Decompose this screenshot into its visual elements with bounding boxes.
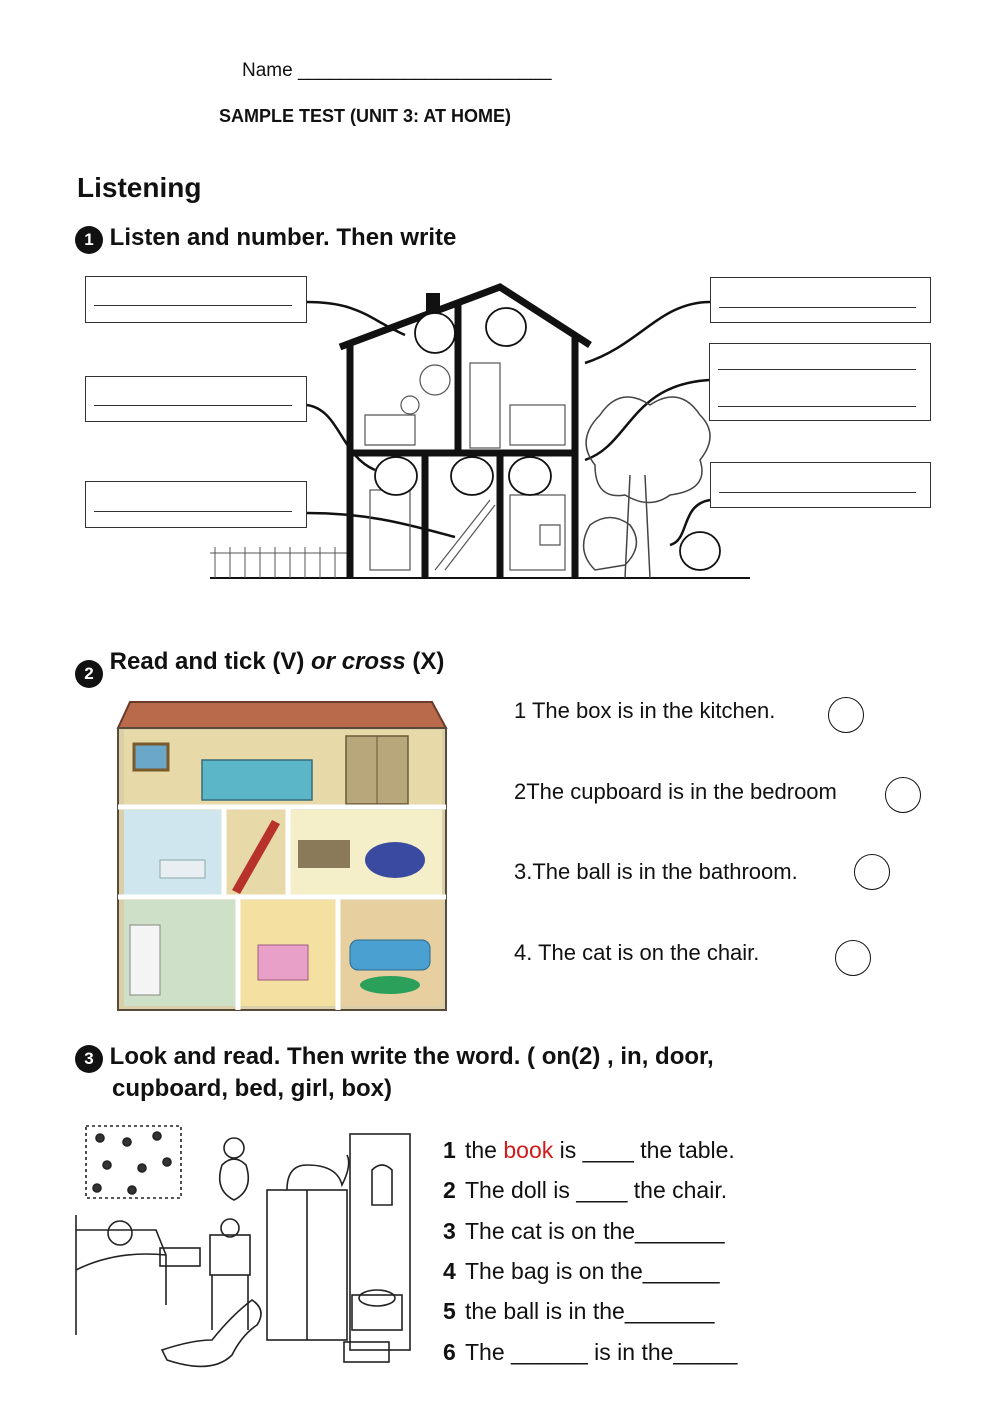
page-title: SAMPLE TEST (UNIT 3: AT HOME) — [219, 106, 511, 126]
statement-4: 4. The cat is on the chair. — [514, 940, 760, 965]
question-3-instruction-line1: Look and read. Then write the word. ( on(2) , in, door, — [109, 1043, 714, 1070]
q3-sentence-5: 5 the ball is in the_______ — [443, 1298, 715, 1324]
tick-circle-1[interactable] — [828, 697, 864, 733]
question-1-number: 1 — [75, 226, 103, 254]
q3-sentence-4: 4 The bag is on the______ — [443, 1258, 720, 1284]
question-3-instruction-line2: cupboard, bed, girl, box) — [112, 1075, 393, 1102]
statement-3: 3.The ball is in the bathroom. — [514, 859, 798, 884]
question-3-heading — [75, 1041, 975, 1073]
tick-circle-4[interactable] — [835, 940, 871, 976]
house-cross-section-illustration — [200, 275, 760, 585]
q3-sentence-6: 6 The ______ is in the_____ — [443, 1339, 738, 1365]
bedroom-line-illustration — [72, 1120, 412, 1372]
highlighted-word-book: book — [503, 1137, 554, 1163]
q3-sentence-2: 2 The doll is ____ the chair. — [443, 1177, 728, 1203]
question-2-number: 2 — [75, 660, 103, 688]
tick-circle-3[interactable] — [854, 854, 890, 890]
question-1-instruction: Listen and number. Then write — [109, 224, 457, 251]
section-title-listening: Listening — [77, 172, 202, 203]
colored-house-illustration — [110, 700, 450, 1015]
question-2-instruction: Read and tick (V) or cross (X) — [109, 648, 445, 675]
statement-2: 2The cupboard is in the bedroom — [514, 779, 837, 804]
statement-1: 1 The box is in the kitchen. — [514, 698, 776, 723]
name-field[interactable]: Name ________________________ — [242, 60, 552, 81]
q3-sentence-1: 1 the book is ____ the table. — [443, 1137, 735, 1163]
question-3-number: 3 — [75, 1045, 103, 1073]
tick-circle-2[interactable] — [885, 777, 921, 813]
question-2-heading — [75, 646, 445, 683]
question-1-heading — [75, 222, 456, 254]
q3-sentence-3: 3 The cat is on the_______ — [443, 1218, 725, 1244]
